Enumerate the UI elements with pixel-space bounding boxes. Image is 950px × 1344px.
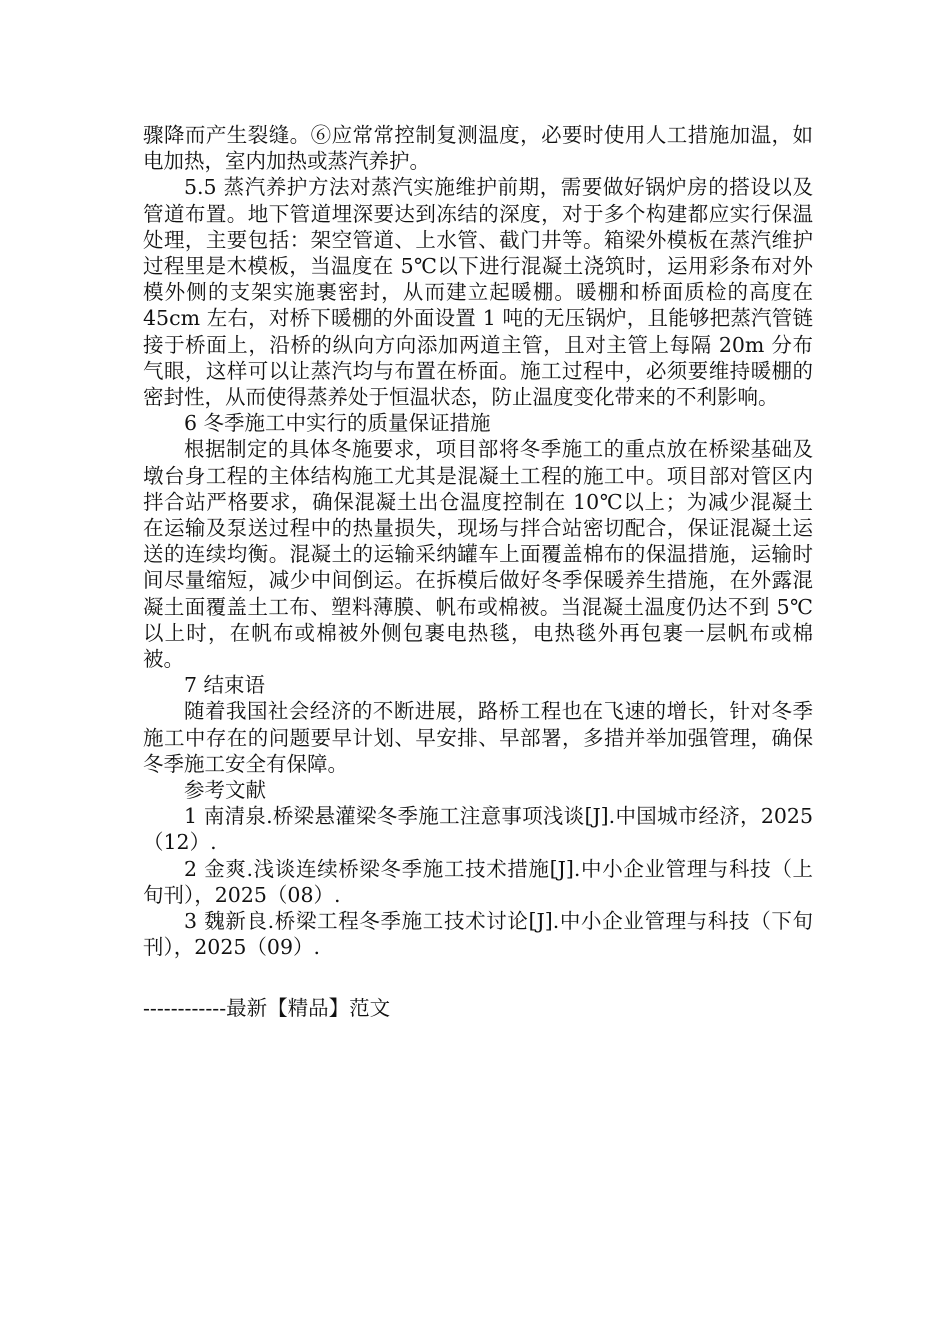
paragraph-quality-measures: 根据制定的具体冬施要求，项目部将冬季施工的重点放在桥梁基础及墩台身工程的主体结构施工尤其是混凝土工程的施工中。项目部对管区内拌合站严格要求，确保混凝土出仓温度控制在 10℃以上；为减少混凝土在运输及泵送过程中的热量损失，现场与拌合站密切配合，保证混凝土运送的连续均衡。混凝土的运输采纳罐车上面覆盖棉布的保温措施，运输时间尽量缩短，减少中间倒运。在拆模后做好冬季保暖养生措施，在外露混凝土面覆盖土工布、塑料薄膜、帆布或棉被。当混凝土温度仍达不到 5℃以上时，在帆布或棉被外侧包裹电热毯，电热毯外再包裹一层帆布或棉被。 — [143, 437, 813, 672]
paragraph-conclusion: 随着我国社会经济的不断进展，路桥工程也在飞速的增长，针对冬季施工中存在的问题要早计划、早安排、早部署，多措并举加强管理，确保冬季施工安全有保障。 — [143, 699, 813, 776]
reference-item-2: 2 金爽.浅谈连续桥梁冬季施工技术措施[J].中小企业管理与科技（上旬刊），2025（08）. — [143, 856, 813, 907]
reference-item-3: 3 魏新良.桥梁工程冬季施工技术讨论[J].中小企业管理与科技（下旬刊），2025（09）. — [143, 909, 813, 960]
section-heading-conclusion: 7 结束语 — [184, 673, 266, 698]
section-heading-references: 参考文献 — [184, 778, 266, 803]
section-heading-quality-measures: 6 冬季施工中实行的质量保证措施 — [184, 411, 491, 436]
paragraph-steam-curing: 5.5 蒸汽养护方法对蒸汽实施维护前期，需要做好锅炉房的搭设以及管道布置。地下管道埋深要达到冻结的深度，对于多个构建都应实行保温处理，主要包括：架空管道、上水管、截门井等。箱梁外模板在蒸汽维护过程里是木模板，当温度在 5℃以下进行混凝土浇筑时，运用彩条布对外模外侧的支架实施裹密封，从而建立起暖棚。暖棚和桥面质检的高度在 45cm 左右，对桥下暖棚的外面设置 1 吨的无压锅炉，且能够把蒸汽管链接于桥面上，沿桥的纵向方向添加两道主管，且对主管上每隔 20m 分布气眼，这样可以让蒸汽均与布置在桥面。施工过程中，必须要维持暖棚的密封性，从而使得蒸养处于恒温状态，防止温度变化带来的不利影响。 — [143, 175, 813, 410]
document-body — [143, 122, 813, 961]
page-footer: ------------最新【精品】范文 — [143, 996, 391, 1020]
reference-item-1: 1 南清泉.桥梁悬灌梁冬季施工注意事项浅谈[J].中国城市经济，2025（12）. — [143, 804, 813, 855]
paragraph-continuation: 骤降而产生裂缝。⑥应常常控制复测温度，必要时使用人工措施加温，如电加热，室内加热或蒸汽养护。 — [143, 123, 813, 174]
